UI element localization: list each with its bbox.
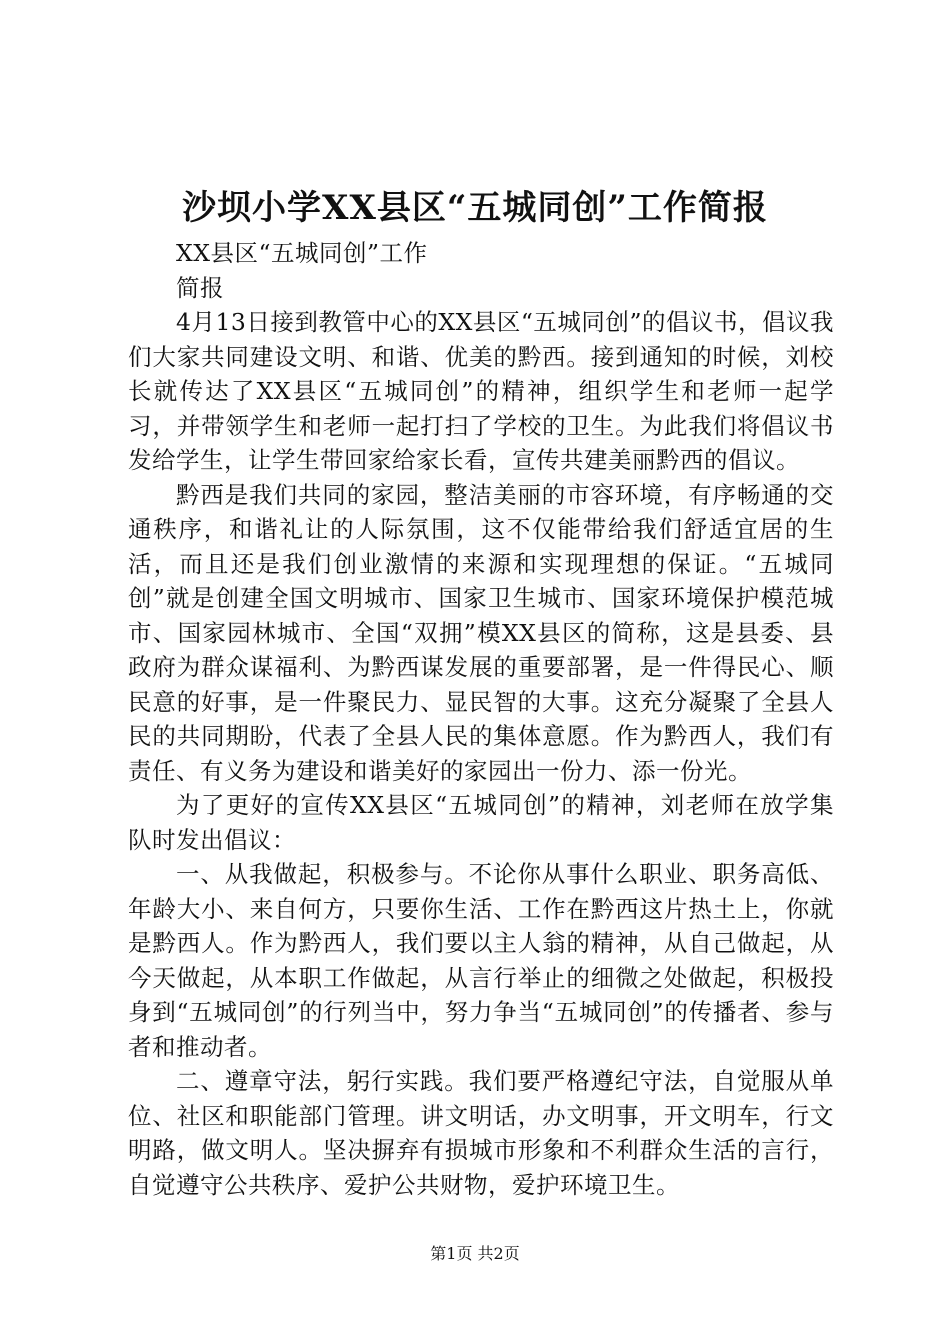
paragraph-2: 黔西是我们共同的家园，整洁美丽的市容环境，有序畅通的交通秩序，和谐礼让的人际氛围，这不仅能带给我们舒适宜居的生活，而且还是我们创业激情的来源和实现理想的保证。“五城同创”就是创建全国文明城市、国家卫生城市、国家环境保护模范城市、国家园林城市、全国“双拥”模XX县区的简称，这是县委、县政府为群众谋福利、为黔西谋发展的重要部署，是一件得民心、顺民意的好事，是一件聚民力、显民智的大事。这充分凝聚了全县人民的共同期盼，代表了全县人民的集体意愿。作为黔西人，我们有责任、有义务为建设和谐美好的家园出一份力、添一份光。 bbox=[128, 480, 834, 785]
paragraph-3: 为了更好的宣传XX县区“五城同创”的精神，刘老师在放学集队时发出倡议： bbox=[128, 791, 834, 854]
paragraph-1: 4月13日接到教管中心的XX县区“五城同创”的倡议书，倡议我们大家共同建设文明、和谐、优美的黔西。接到通知的时候，刘校长就传达了XX县区“五城同创”的精神，组织学生和老师一起学习，并带领学生和老师一起打扫了学校的卫生。为此我们将倡议书发给学生，让学生带回家给家长看，宣传共建美丽黔西的倡议。 bbox=[128, 308, 834, 474]
document-title: 沙坝小学XX县区“五城同创”工作简报 bbox=[182, 188, 768, 228]
paragraph-4: 一、从我做起，积极参与。不论你从事什么职业、职务高低、年龄大小、来自何方，只要你生活、工作在黔西这片热土上，你就是黔西人。作为黔西人，我们要以主人翁的精神，从自己做起，从今天做起，从本职工作做起，从言行举止的细微之处做起，积极投身到“五城同创”的行列当中，努力争当“五城同创”的传播者、参与者和推动者。 bbox=[128, 860, 834, 1061]
page-number: 第1页 共2页 bbox=[430, 1244, 520, 1263]
document-body bbox=[128, 236, 834, 1202]
subtitle-line-1: XX县区“五城同创”工作 bbox=[176, 239, 428, 267]
paragraph-5: 二、遵章守法，躬行实践。我们要严格遵纪守法，自觉服从单位、社区和职能部门管理。讲文明话，办文明事，开文明车，行文明路，做文明人。坚决摒弃有损城市形象和不利群众生活的言行，自觉遵守公共秩序、爱护公共财物，爱护环境卫生。 bbox=[128, 1067, 834, 1199]
subtitle-line-2: 简报 bbox=[176, 273, 224, 302]
